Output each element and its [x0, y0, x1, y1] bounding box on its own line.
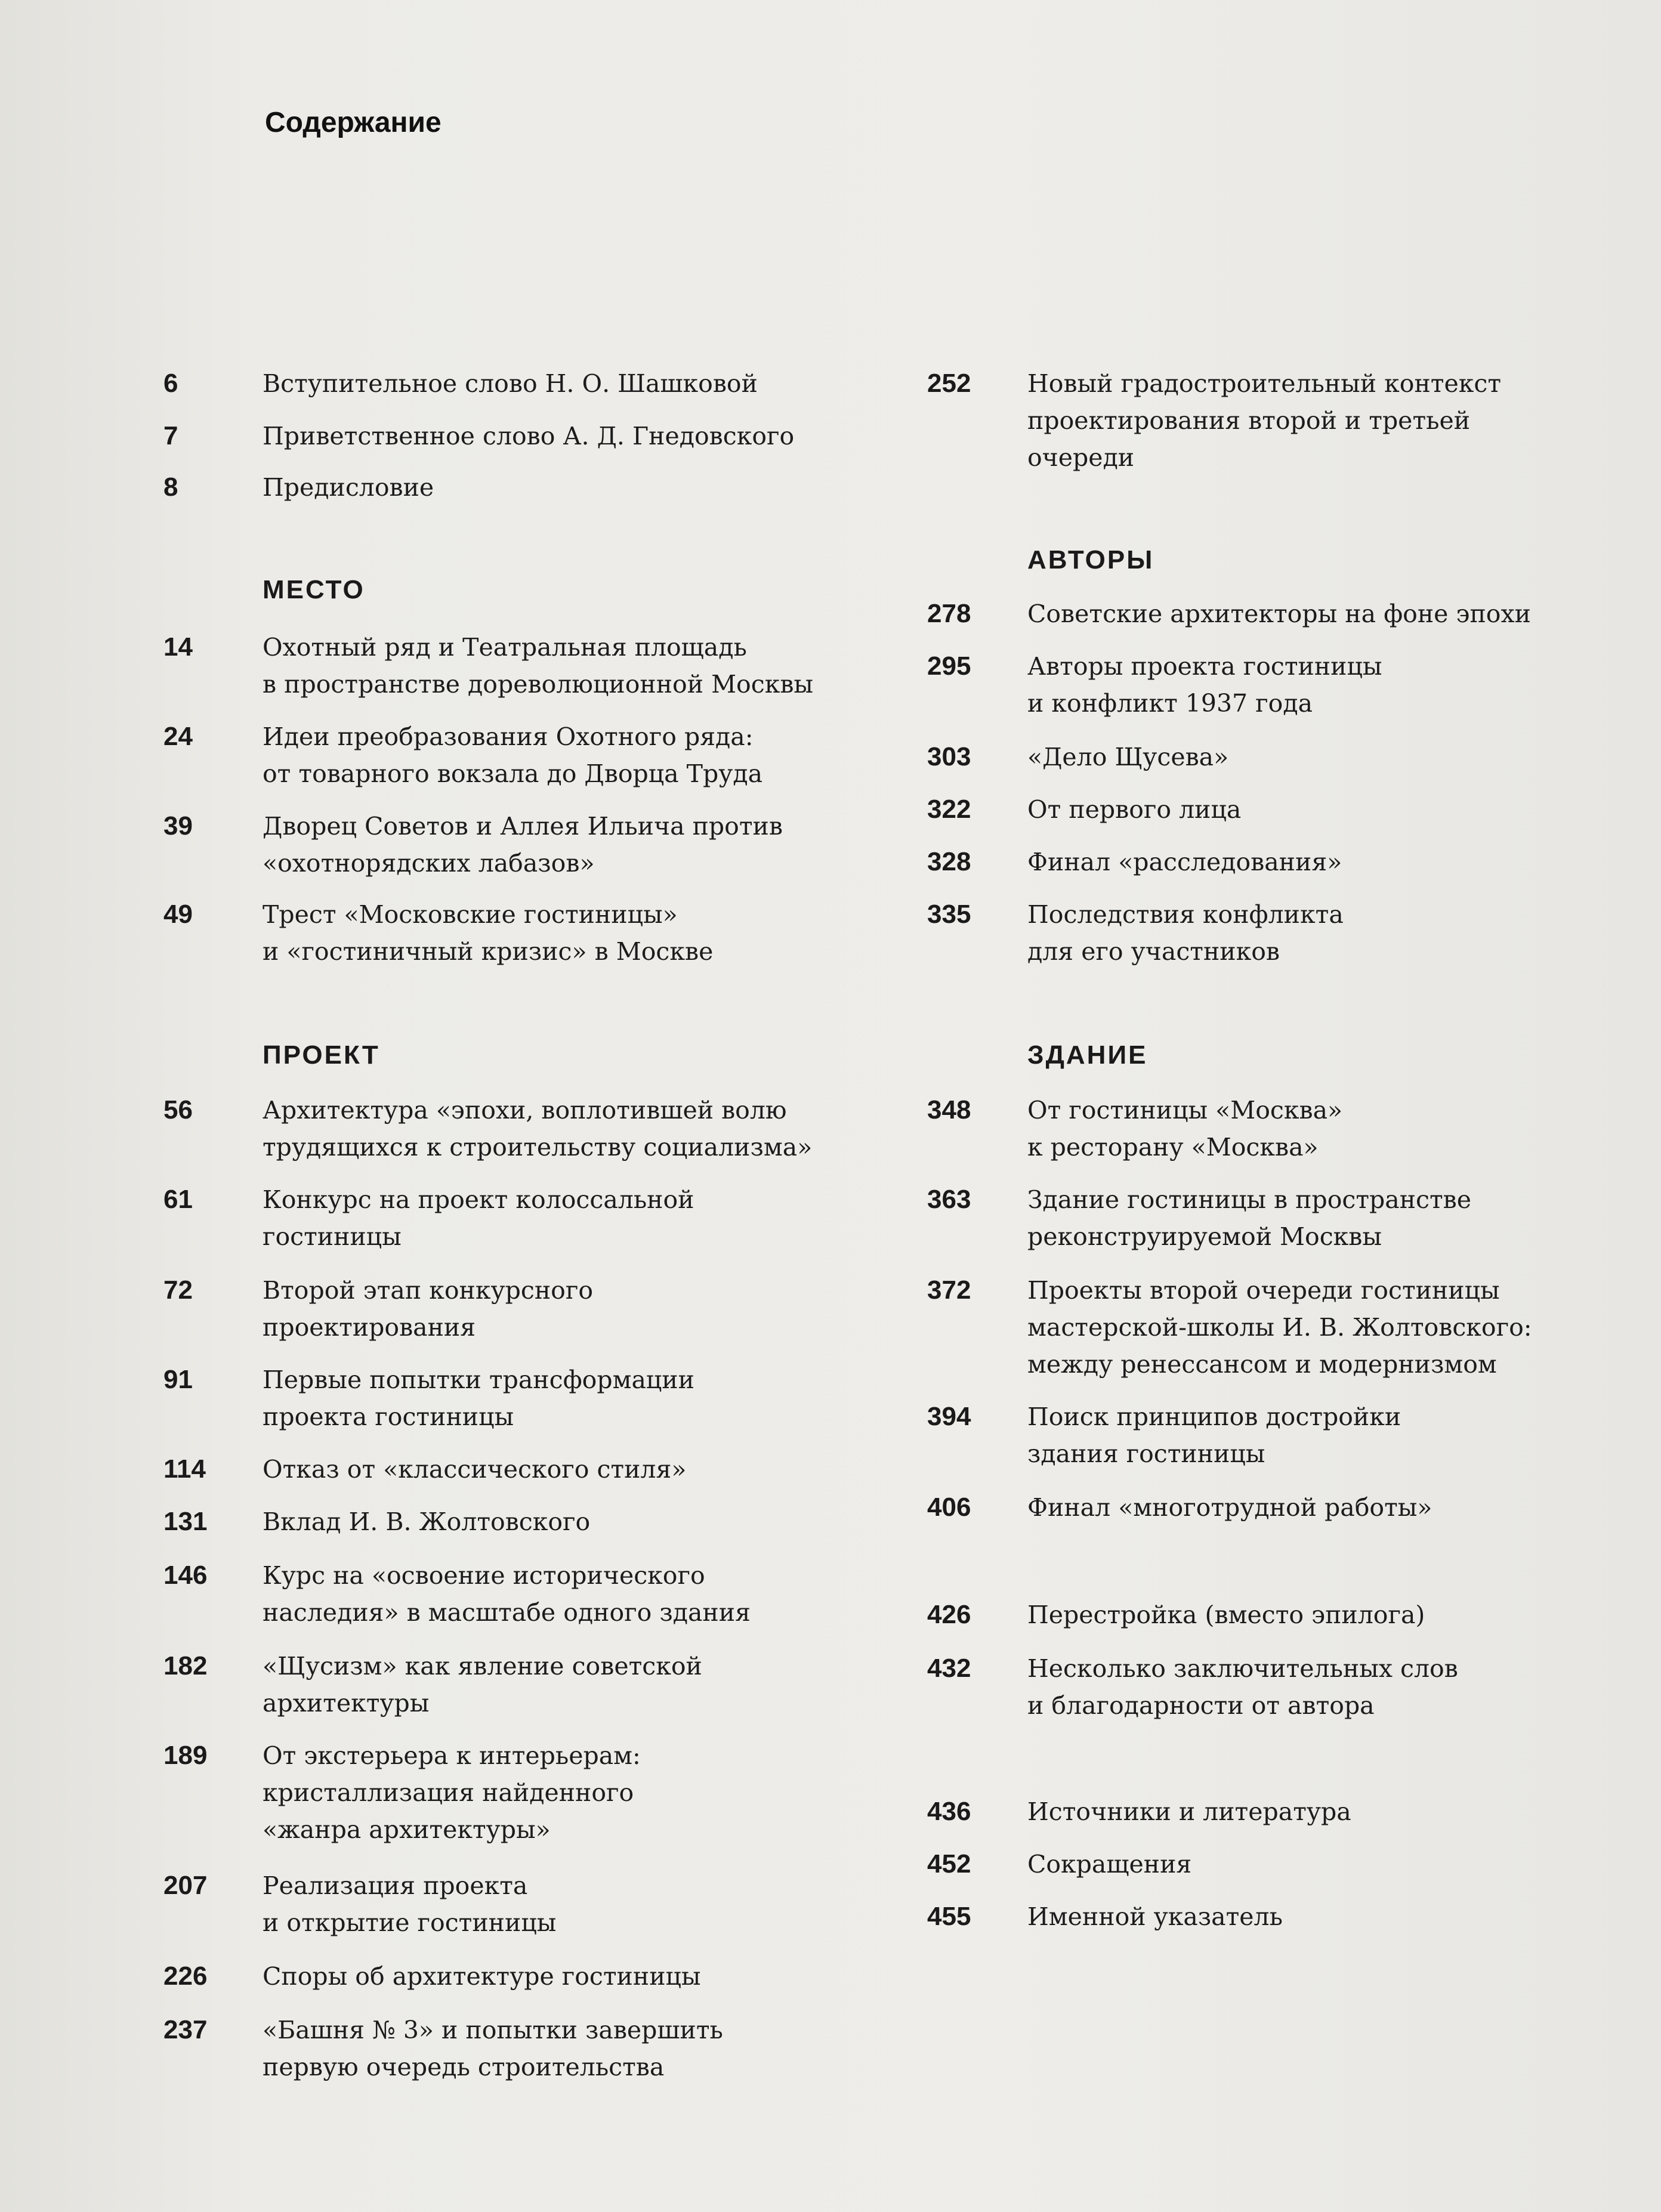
- toc-page-number: 207: [163, 1871, 208, 1900]
- toc-page-number: 322: [927, 795, 971, 824]
- toc-entry-title: Отказ от «классического стиля»: [263, 1455, 687, 1484]
- toc-page-number: 432: [927, 1654, 971, 1683]
- toc-page-number: 394: [927, 1402, 971, 1431]
- section-heading-project: ПРОЕКТ: [263, 1040, 380, 1070]
- toc-entry-title: Перестройка (вместо эпилога): [1027, 1601, 1425, 1629]
- toc-entry-title: От первого лица: [1027, 795, 1242, 824]
- toc-page-number: 182: [163, 1651, 208, 1680]
- toc-page-number: 295: [927, 651, 971, 681]
- toc-page-number: 303: [927, 742, 971, 771]
- section-heading-authors: АВТОРЫ: [1027, 545, 1154, 574]
- toc-page-number: 436: [927, 1797, 971, 1826]
- toc-entry-title: Охотный ряд и Театральная площадь в пространстве дореволюционной Москвы: [263, 633, 814, 699]
- toc-entry-title: Несколько заключительных слов и благодарности от автора: [1027, 1654, 1458, 1720]
- toc-entry-title: Авторы проекта гостиницы и конфликт 1937 года: [1027, 652, 1382, 718]
- toc-entry-title: От гостиницы «Москва» к ресторану «Москва»: [1027, 1096, 1343, 1161]
- toc-page-number: 8: [163, 472, 178, 502]
- toc-entry-title: Первые попытки трансформации проекта гостиницы: [263, 1365, 694, 1431]
- toc-entry-title: Поиск принципов достройки здания гостиницы: [1027, 1402, 1401, 1468]
- toc-page-number: 91: [163, 1365, 193, 1394]
- toc-entry-title: От экстерьера к интерьерам: кристаллизация найденного «жанра архитектуры»: [263, 1741, 641, 1844]
- toc-page-number: 72: [163, 1275, 193, 1305]
- toc-page-number: 237: [163, 2015, 208, 2044]
- toc-page-number: 455: [927, 1902, 971, 1931]
- page-title: Содержание: [265, 107, 442, 138]
- toc-page-number: 131: [163, 1507, 208, 1536]
- toc-page-number: 49: [163, 900, 193, 929]
- toc-page-number: 363: [927, 1185, 971, 1214]
- toc-page-number: 189: [163, 1741, 208, 1770]
- toc-entry-title: Предисловие: [263, 473, 434, 502]
- toc-entry-title: Финал «расследования»: [1027, 848, 1342, 876]
- toc-entry-title: Второй этап конкурсного проектирования: [263, 1276, 594, 1342]
- toc-page-number: 278: [927, 599, 971, 628]
- toc-page-number: 452: [927, 1849, 971, 1879]
- toc-entry-title: Вступительное слово Н. О. Шашковой: [263, 369, 758, 398]
- toc-page-number: 56: [163, 1095, 193, 1124]
- toc-entry-title: Конкурс на проект колоссальной гостиницы: [263, 1185, 694, 1251]
- toc-page-number: 6: [163, 369, 178, 398]
- toc-entry-title: Сокращения: [1027, 1850, 1192, 1879]
- toc-entry-title: Вклад И. В. Жолтовского: [263, 1507, 591, 1536]
- toc-page-number: 426: [927, 1600, 971, 1629]
- toc-entry-title: Реализация проекта и открытие гостиницы: [263, 1871, 557, 1937]
- toc-entry-title: Идеи преобразования Охотного ряда: от товарного вокзала до Дворца Труда: [263, 722, 763, 788]
- toc-page-number: 7: [163, 421, 178, 450]
- toc-page-number: 252: [927, 369, 971, 398]
- toc-page-number: 372: [927, 1275, 971, 1305]
- toc-entry-title: Приветственное слово А. Д. Гнедовского: [263, 422, 795, 450]
- toc-entry-title: Здание гостиницы в пространстве реконструируемой Москвы: [1027, 1185, 1472, 1251]
- toc-entry-title: «Дело Щусева»: [1027, 743, 1229, 771]
- toc-page-number: 348: [927, 1095, 971, 1124]
- toc-page-number: 61: [163, 1185, 193, 1214]
- toc-page-number: 14: [163, 632, 193, 662]
- toc-page-number: 114: [163, 1454, 206, 1484]
- toc-entry-title: Советские архитекторы на фоне эпохи: [1027, 600, 1531, 628]
- toc-page-number: 335: [927, 900, 971, 929]
- toc-entry-title: Дворец Советов и Аллея Ильича против «охотнорядских лабазов»: [263, 812, 783, 878]
- toc-page-number: 406: [927, 1493, 971, 1522]
- toc-page-number: 146: [163, 1561, 208, 1590]
- toc-entry-title: Финал «многотрудной работы»: [1027, 1493, 1432, 1522]
- toc-entry-title: Споры об архитектуре гостиницы: [263, 1962, 701, 1991]
- toc-page-number: 39: [163, 811, 193, 841]
- toc-page-number: 328: [927, 847, 971, 876]
- toc-entry-title: Именной указатель: [1027, 1902, 1283, 1931]
- toc-page-number: 24: [163, 722, 193, 751]
- toc-entry-title: Последствия конфликта для его участников: [1027, 900, 1344, 966]
- section-heading-building: ЗДАНИЕ: [1027, 1040, 1148, 1070]
- toc-entry-title: Источники и литература: [1027, 1797, 1351, 1826]
- toc-entry-title: «Щусизм» как явление советской архитектуры: [263, 1652, 702, 1717]
- toc-entry-title: «Башня № 3» и попытки завершить первую очередь строительства: [263, 2016, 723, 2081]
- toc-entry-title: Новый градостроительный контекст проектирования второй и третьей очереди: [1027, 369, 1501, 472]
- toc-entry-title: Курс на «освоение исторического наследия» в масштабе одного здания: [263, 1561, 751, 1627]
- toc-entry-title: Трест «Московские гостиницы» и «гостиничный кризис» в Москве: [263, 900, 714, 966]
- toc-page-number: 226: [163, 1961, 208, 1991]
- toc-entry-title: Архитектура «эпохи, воплотившей волю трудящихся к строительству социализма»: [263, 1096, 813, 1161]
- toc-entry-title: Проекты второй очереди гостиницы мастерской-школы И. В. Жолтовского: между ренессансом и модернизмом: [1027, 1276, 1532, 1379]
- section-heading-place: МЕСТО: [263, 575, 365, 604]
